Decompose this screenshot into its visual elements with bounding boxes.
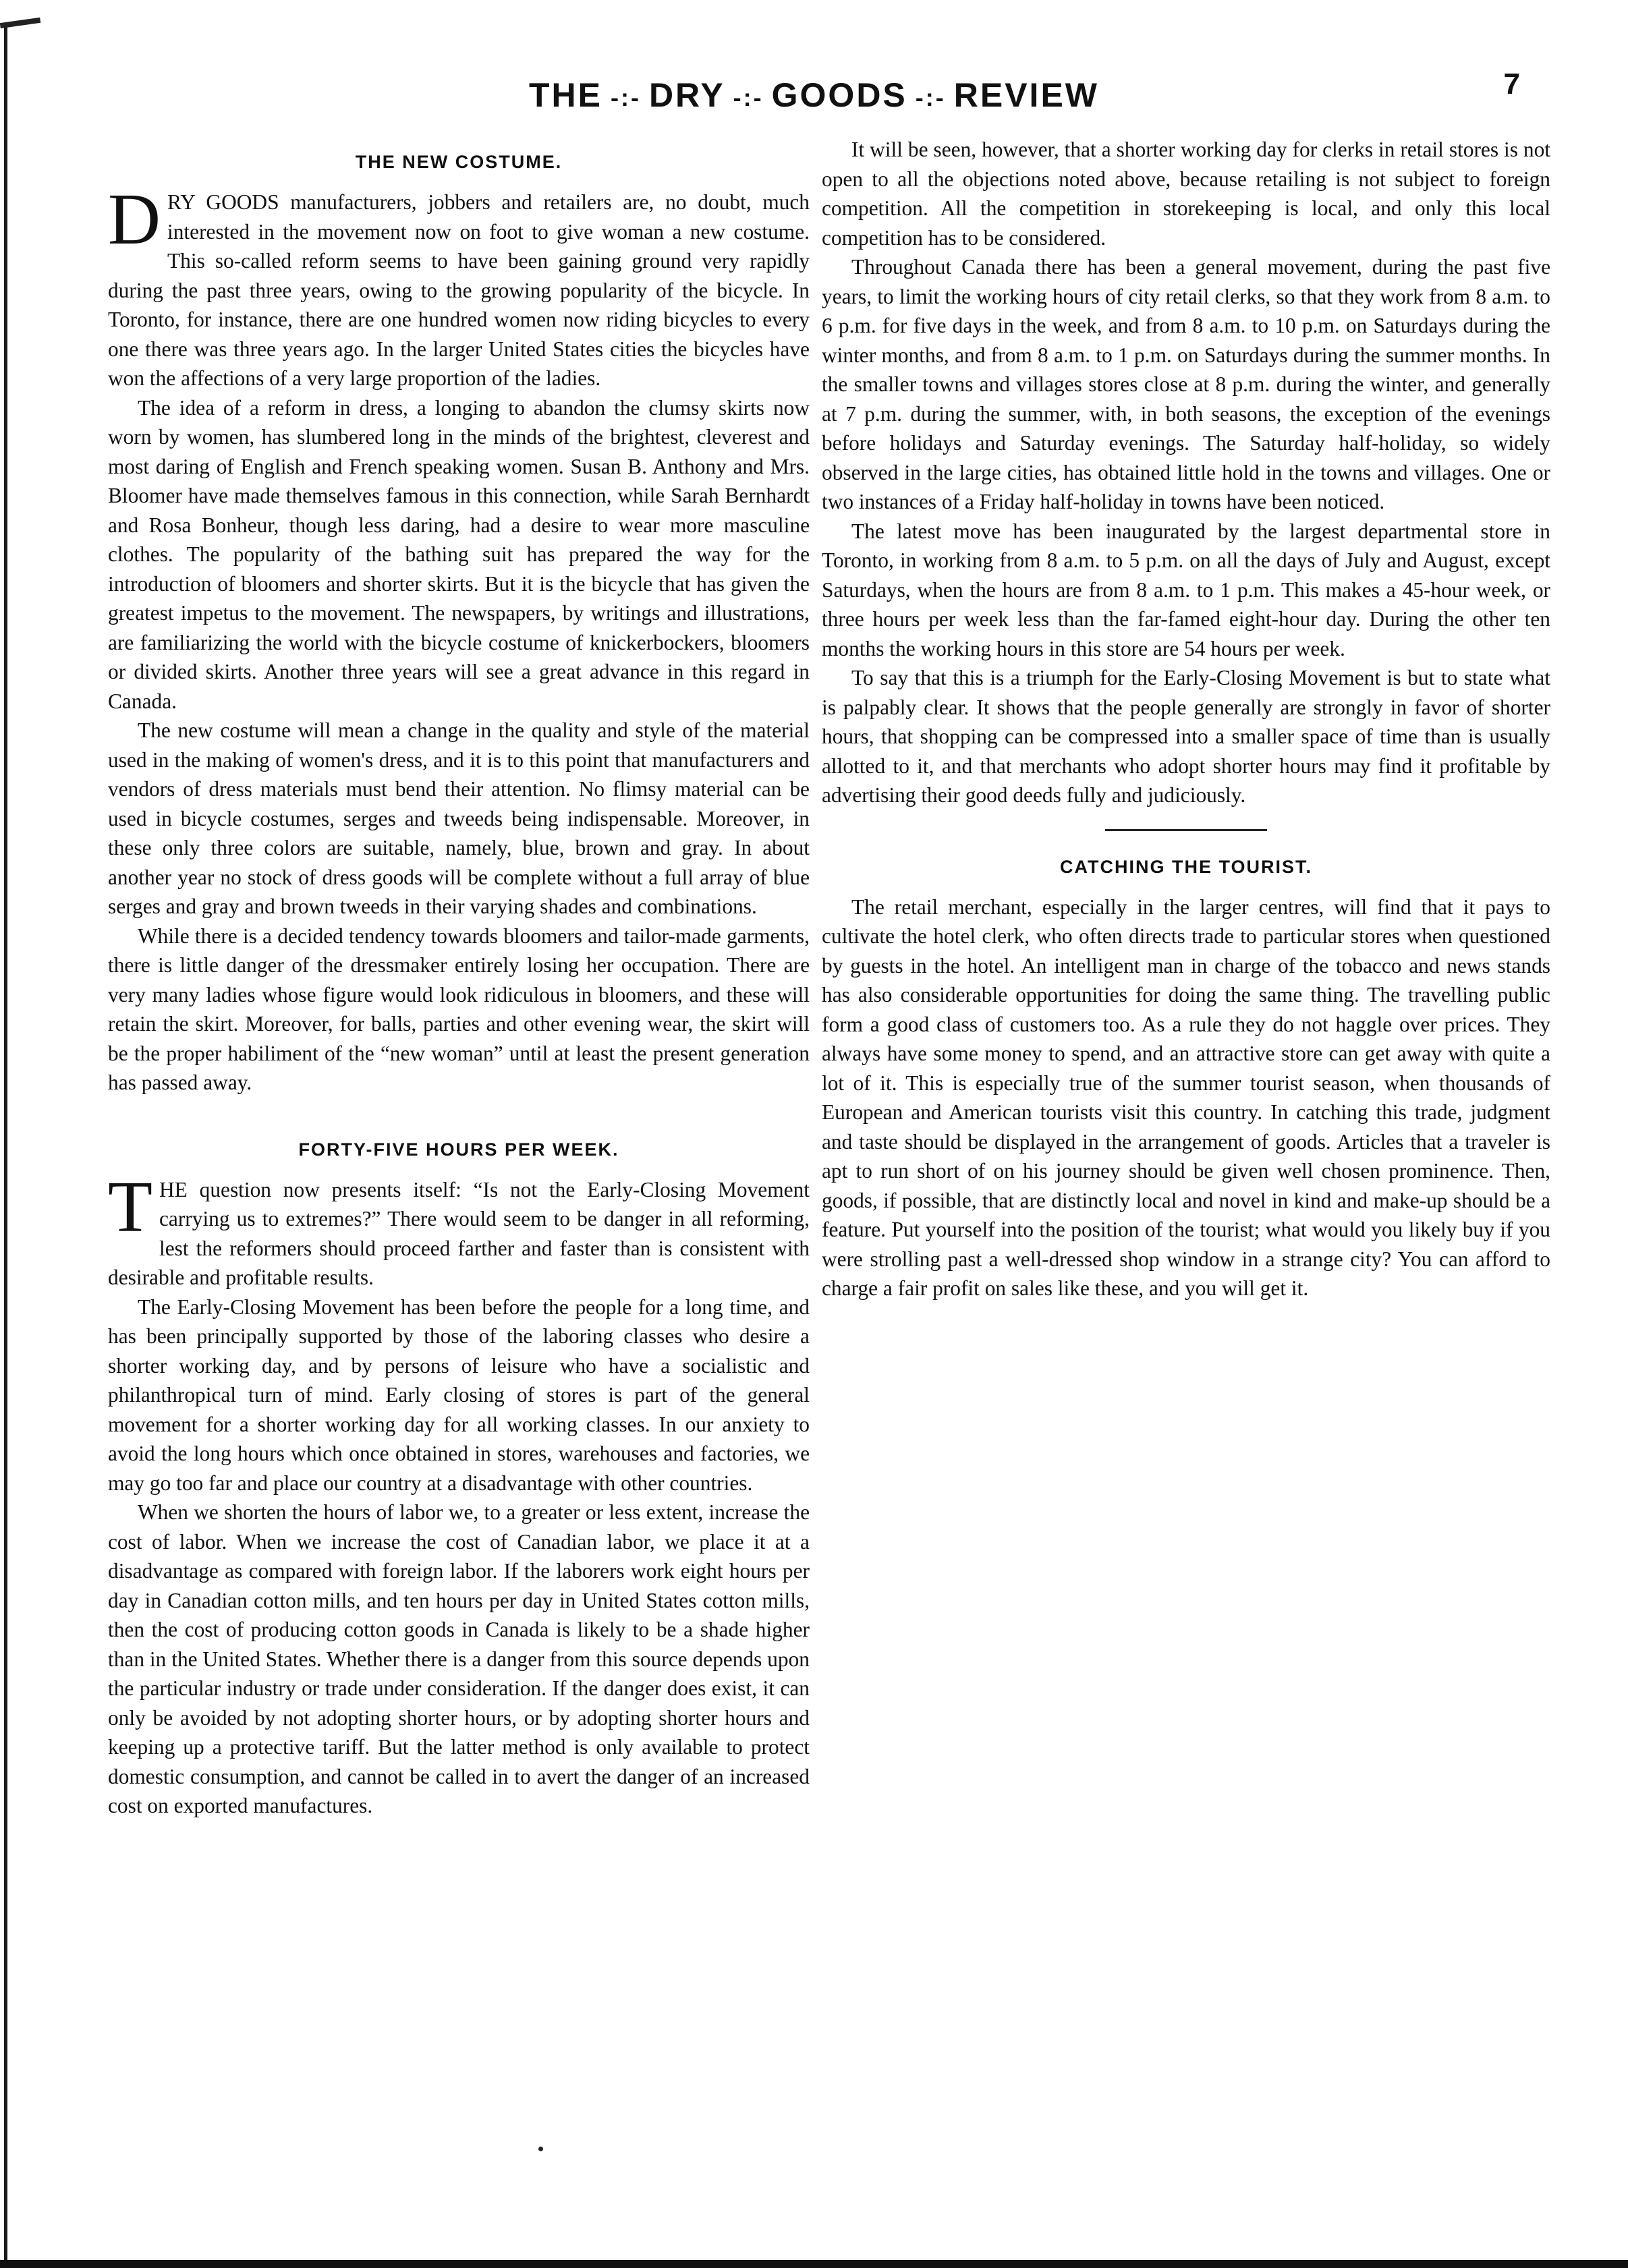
masthead-word-review: REVIEW — [953, 76, 1099, 114]
article-new-costume — [108, 152, 810, 1098]
article-catching-tourist — [822, 857, 1550, 1303]
article-paragraph: The new costume will mean a change in the quality and style of the material used in the making of women's dress, and it is to this point that manufacturers and vendors of dress materials must bend their attention. No flimsy material can be used in bicycle costumes, serges and tweeds being indispensable. Moreover, in these only three colors are suitable, namely, blue, brown and gray. In about another year no stock of dress goods will be complete without a full array of blue serges and gray and brown tweeds in their varying shades and combinations. — [108, 718, 810, 918]
paragraph-text: HE question now presents itself: “Is not the Early-Closing Movement carrying us to extremes?” There would seem to be danger in all reforming, lest the reformers should proceed farther and faster than is consistent with desirable and profitable results. — [108, 1177, 810, 1289]
article-paragraph: The Early-Closing Movement has been before the people for a long time, and has been principally supported by those of the laboring classes who desire a shorter working day, and by persons of leisure who have a socialistic and philanthropical turn of mind. Early closing of stores is part of the general movement for a shorter working day for all working classes. In our anxiety to avoid the long hours which once obtained in stores, warehouses and factories, we may go too far and place our country at a disadvantage with other countries. — [108, 1295, 810, 1495]
footer-mark — [538, 2147, 543, 2151]
masthead-separator: -:- — [610, 83, 641, 111]
drop-cap: D — [108, 179, 161, 260]
section-divider — [1105, 829, 1267, 831]
article-paragraph — [108, 1166, 810, 1293]
masthead-separator: -:- — [915, 83, 946, 111]
article-paragraph-continued: It will be seen, however, that a shorter working day for clerks in retail stores is not open to all the objections noted above, because retailing is not subject to foreign competition. All the competition in storekeeping is local, and only this local competition has to be considered. — [822, 138, 1550, 250]
article-paragraph: The retail merchant, especially in the larger centres, will find that it pays to cultivate the hotel clerk, who often directs trade to particular stores when questioned by guests in the hotel. An intelligent man in charge of the tobacco and news stands has also considerable opportunities for doing the same thing. The travelling public form a good class of customers too. As a rule they do not haggle over prices. They always have some money to spend, and an attractive store can get away with quite a lot of it. This is especially true of the summer tourist season, when thousands of European and American tourists visit this country. In catching this trade, judgment and taste should be displayed in the arrangement of goods. Articles that a traveler is apt to run short of on his journey should be given well chosen prominence. Then, goods, if possible, that are distinctly local and novel in kind and make-up should be a feature. Put yourself into the position of the tourist; what would you likely buy if you were strolling past a well-dressed shop window in a strange city? You can afford to charge a fair profit on sales like these, and you will get it. — [822, 895, 1550, 1300]
masthead-word-the: THE — [528, 76, 602, 114]
article-heading: FORTY-FIVE HOURS PER WEEK. — [298, 1139, 619, 1160]
page-number: 7 — [1503, 67, 1520, 101]
article-paragraph: The latest move has been inaugurated by the largest departmental store in Toronto, in working from 8 a.m. to 5 p.m. on all the days of July and August, except Saturdays, when the hours are from 8 a.m. to 1 p.m. This makes a 45-hour week, or three hours per week less than the far-famed eight-hour day. During the other ten months the working hours in this store are 54 hours per week. — [822, 519, 1550, 660]
masthead-separator: -:- — [733, 83, 764, 111]
scan-bottom-edge — [0, 2260, 1628, 2268]
left-column — [108, 152, 810, 1821]
paragraph-text: RY GOODS manufacturers, jobbers and retailers are, no doubt, much interested in the movement now on foot to give woman a new costume. This so-called reform seems to have been gaining ground very rapidly during the past three years, owing to the growing popularity of the bicycle. In Toronto, for instance, there are one hundred women now riding bicycles to every one there was three years ago. In the larger United States cities the bicycles have won the affections of a very large proportion of the ladies. — [108, 190, 810, 390]
article-paragraph: Throughout Canada there has been a general movement, during the past five years, to limit the working hours of city retail clerks, so that they work from 8 a.m. to 6 p.m. for five days in the week, and from 8 a.m. to 10 p.m. on Saturdays during the winter months, and from 8 a.m. to 1 p.m. on Saturdays during the summer months. In the smaller towns and villages stores close at 8 p.m. during the winter, and generally at 7 p.m. during the summer, with, in both seasons, the exception of the evenings before holidays and Saturday evenings. The Saturday half-holiday, so widely observed in the large cities, has obtained little hold in the towns and villages. One or two instances of a Friday half-holiday in towns have been noticed. — [822, 255, 1550, 513]
article-heading: THE NEW COSTUME. — [355, 152, 563, 172]
article-paragraph: When we shorten the hours of labor we, to a greater or less extent, increase the cost of labor. When we increase the cost of Canadian labor, we place it at a disadvantage as compared with foreign labor. If the laborers work eight hours per day in Canadian cotton mills, and ten hours per day in United States cotton mills, then the cost of producing cotton goods in Canada is likely to be a shade higher than in the United States. Whether there is a danger from this source depends upon the particular industry or trade under consideration. If the danger does exist, it can only be avoided by not adopting shorter hours, or by adopting shorter hours and keeping up a protective tariff. But the latter method is only available to protect domestic consumption, and cannot be called in to avert the danger of an increased cost on exported manufactures. — [108, 1500, 810, 1817]
article-forty-five-hours — [108, 1139, 810, 1821]
article-paragraph: The idea of a reform in dress, a longing to abandon the clumsy skirts now worn by women, has slumbered long in the minds of the brightest, cleverest and most daring of English and French speaking women. Susan B. Anthony and Mrs. Bloomer have made themselves famous in this connection, while Sarah Bernhardt and Rosa Bonheur, though less daring, had a desire to wear more masculine clothes. The popularity of the bathing suit has prepared the way for the introduction of bloomers and shorter skirts. But it is the bicycle that has given the greatest impetus to the movement. The newspapers, by writings and illustrations, are familiarizing the world with the bicycle costume of knickerbockers, bloomers or divided skirts. Another three years will see a great advance in this regard in Canada. — [108, 395, 810, 713]
masthead-word-goods: GOODS — [771, 76, 907, 114]
article-paragraph: While there is a decided tendency towards bloomers and tailor-made garments, there is little danger of the dressmaker entirely losing her occupation. There are very many ladies whose figure would look ridiculous in bloomers, and these will retain the skirt. Moreover, for balls, parties and other evening wear, the skirt will be the proper habiliment of the “new woman” until at least the present generation has passed away. — [108, 924, 810, 1094]
article-heading: CATCHING THE TOURIST. — [1059, 856, 1312, 877]
masthead-word-dry: DRY — [648, 76, 725, 114]
scan-left-edge — [4, 27, 7, 2260]
section-gap — [108, 1098, 810, 1139]
article-paragraph: To say that this is a triumph for the Early-Closing Movement is but to state what is palpably clear. It shows that the people generally are strongly in favor of shorter hours, that shopping can be compressed into a smaller space of time than is usually allotted to it, and that merchants who adopt shorter hours may find it profitable by advertising their good deeds fully and judiciously. — [822, 666, 1550, 807]
masthead — [0, 76, 1628, 130]
drop-cap: T — [108, 1166, 152, 1247]
right-column — [822, 135, 1550, 1303]
article-paragraph — [108, 179, 810, 393]
